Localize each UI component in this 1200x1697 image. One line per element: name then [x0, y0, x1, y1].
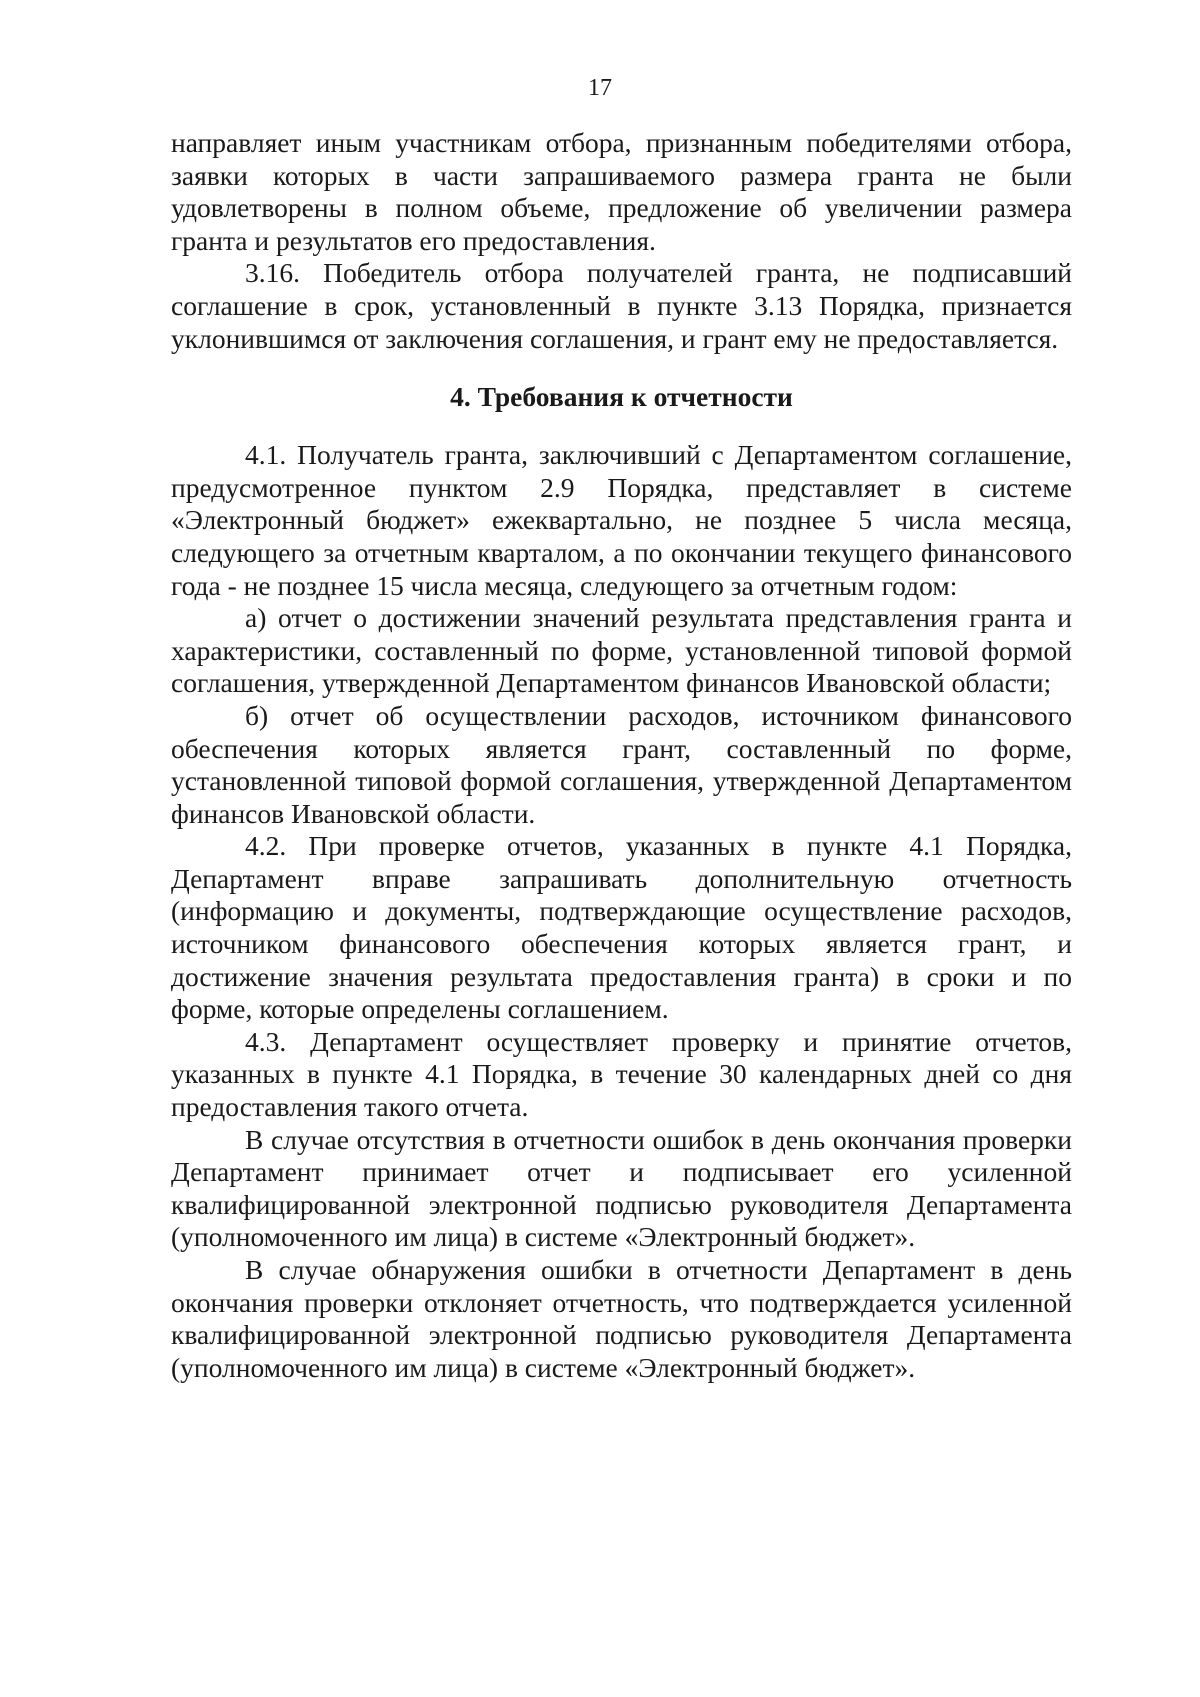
- document-body: [171, 127, 1072, 1384]
- paragraph-continuation: направляет иным участникам отбора, признанным победителями отбора, заявки которых в части запрашиваемого размера гранта не были удовлетворены в полном объеме, предложение об увеличении размера гранта и результатов его предоставления.: [171, 127, 1072, 256]
- paragraph-no-errors: В случае отсутствия в отчетности ошибок в день окончания проверки Департамент принимает отчет и подписывает его усиленной квалифицированной электронной подписью руководителя Департамента (уполномоченного им лица) в системе «Электронный бюджет».: [171, 1123, 1072, 1253]
- paragraph-4-1-a: а) отчет о достижении значений результата представления гранта и характеристики, составленный по форме, установленной типовой формой соглашения, утвержденной Департаментом финансов Ивановской области;: [171, 602, 1072, 699]
- paragraph-4-1-b: б) отчет об осуществлении расходов, источником финансового обеспечения которых является грант, составленный по форме, установленной типовой формой соглашения, утвержденной Департаментом финансов Ивановской области.: [171, 699, 1072, 829]
- paragraph-4-1: 4.1. Получатель гранта, заключивший с Департаментом соглашение, предусмотренное пунктом 2.9 Порядка, представляет в системе «Электронный бюджет» ежеквартально, не позднее 5 числа месяца, следующего за отчетным кварталом, а по окончании текущего финансового года - не позднее 15 числа месяца, следующего за отчетным годом:: [171, 439, 1072, 601]
- section-title-4: 4. Требования к отчетности: [450, 381, 793, 413]
- paragraph-3-16: 3.16. Победитель отбора получателей гранта, не подписавший соглашение в срок, установленный в пункте 3.13 Порядка, признается уклонившимся от заключения соглашения, и грант ему не предоставляется.: [171, 257, 1072, 354]
- paragraph-4-2: 4.2. При проверке отчетов, указанных в пункте 4.1 Порядка, Департамент вправе запрашивать дополнительную отчетность (информацию и документы, подтверждающие осуществление расходов, источником финансового обеспечения которых является грант, и достижение значения результата предоставления гранта) в сроки и по форме, которые определены соглашением.: [171, 830, 1072, 1025]
- paragraph-error-found: В случае обнаружения ошибки в отчетности Департамент в день окончания проверки отклоняет отчетность, что подтверждается усиленной квалифицированной электронной подписью руководителя Департамента (уполномоченного им лица) в системе «Электронный бюджет».: [171, 1254, 1072, 1383]
- page-number: 17: [588, 75, 612, 101]
- paragraph-4-3: 4.3. Департамент осуществляет проверку и принятие отчетов, указанных в пункте 4.1 Порядка, в течение 30 календарных дней со дня предоставления такого отчета.: [171, 1025, 1072, 1123]
